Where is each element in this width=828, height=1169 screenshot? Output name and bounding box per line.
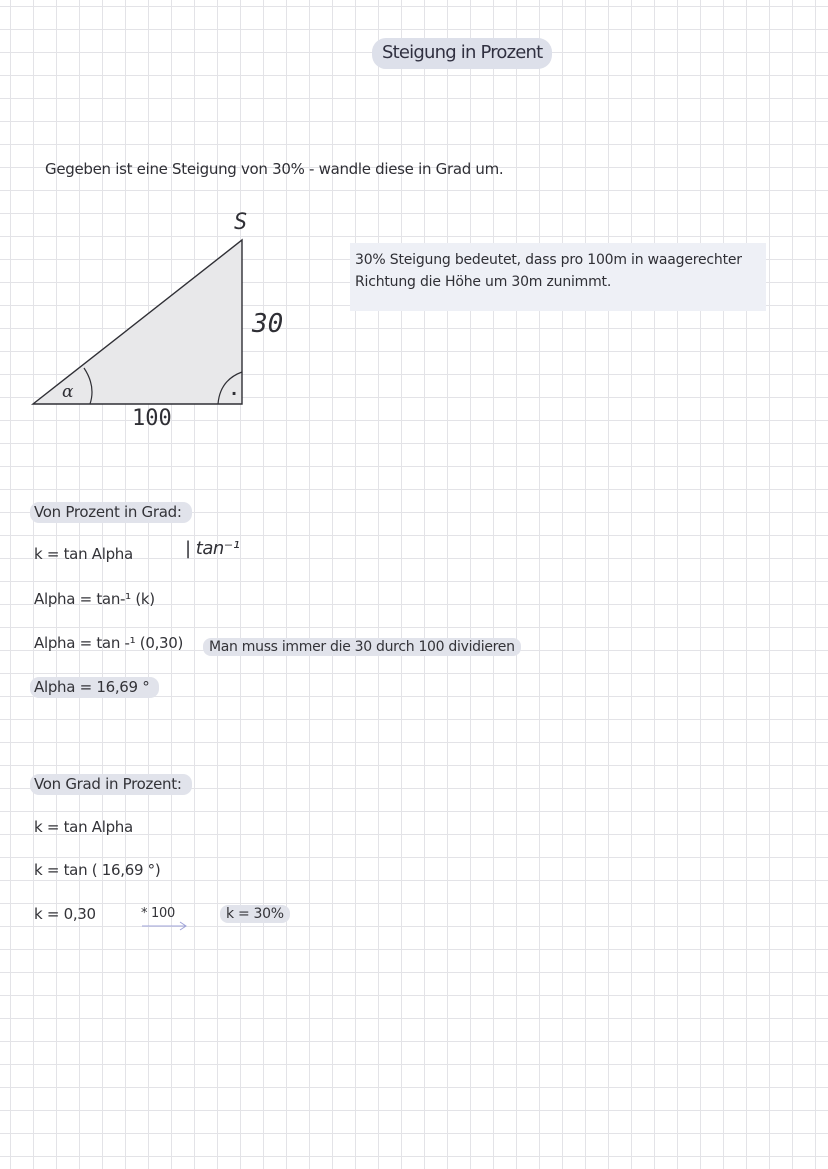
section2-line-1: k = tan Alpha — [34, 818, 133, 836]
section2-line-3: k = 0,30 — [34, 905, 96, 923]
note-line-1: 30% Steigung bedeutet, dass pro 100m in waagerechter — [355, 252, 742, 268]
task-statement: Gegeben ist eine Steigung von 30% - wandle diese in Grad um. — [45, 160, 504, 178]
section1-line-1: k = tan Alpha — [34, 545, 133, 563]
page-title: Steigung in Prozent — [372, 38, 552, 69]
triangle-shape — [33, 240, 242, 404]
section1-line-2: Alpha = tan-¹ (k) — [34, 590, 155, 608]
section2-multiplier: * 100 — [141, 906, 175, 921]
triangle-angle-label: α — [62, 382, 74, 402]
explanation-note — [350, 243, 766, 311]
section1-result: Alpha = 16,69 ° — [30, 677, 159, 698]
section1-operation: | tan⁻¹ — [185, 538, 240, 559]
section1-line-3: Alpha = tan -¹ (0,30) — [34, 634, 184, 652]
section1-remark: Man muss immer die 30 durch 100 dividieren — [203, 638, 521, 656]
triangle-top-label: S — [234, 210, 248, 235]
section2-line-2: k = tan ( 16,69 °) — [34, 861, 161, 879]
section1-heading: Von Prozent in Grad: — [30, 502, 192, 523]
note-line-2: Richtung die Höhe um 30m zunimmt. — [355, 274, 612, 290]
right-angle-dot: · — [231, 384, 238, 403]
triangle-height-label: 30 — [252, 309, 284, 339]
section2-result: k = 30% — [220, 905, 290, 923]
section2-heading: Von Grad in Prozent: — [30, 774, 192, 795]
triangle-base-label: 100 — [132, 406, 172, 431]
multiply-arrow — [142, 922, 186, 930]
